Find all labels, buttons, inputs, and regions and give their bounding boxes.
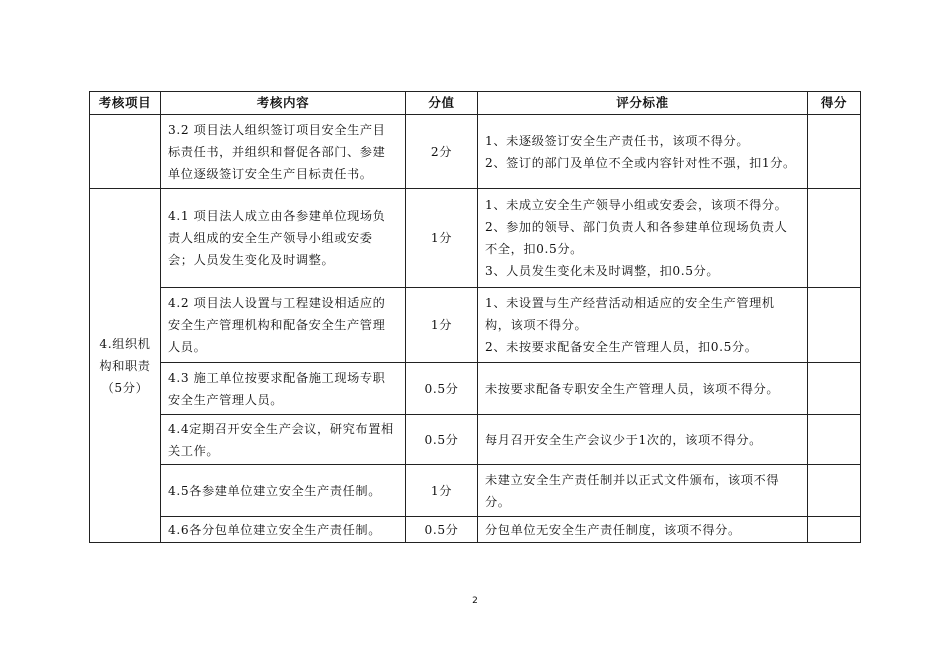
criteria-line: 2、签订的部门及单位不全或内容针对性不强，扣1分。 — [485, 155, 796, 170]
content-cell: 3.2 项目法人组织签订项目安全生产目标责任书，并组织和督促各部门、参建单位逐级签订安全生产目标责任书。 — [161, 115, 406, 189]
criteria-line: 2、未按要求配备安全生产管理人员，扣0.5分。 — [485, 340, 758, 354]
criteria-line: 1、未设置与生产经营活动相适应的安全生产管理机构，该项不得分。 — [485, 296, 775, 332]
criteria-cell — [478, 415, 808, 465]
criteria-line: 未建立安全生产责任制并以正式文件颁布，该项不得分。 — [485, 472, 780, 509]
header-criteria: 评分标准 — [478, 92, 808, 115]
criteria-line: 1、未成立安全生产领导小组或安委会，该项不得分。 — [485, 198, 788, 212]
content-cell: 4.1 项目法人成立由各参建单位现场负责人组成的安全生产领导小组或安委会；人员发生变化及时调整。 — [161, 189, 406, 288]
criteria-line: 2、参加的领导、部门负责人和各参建单位现场负责人不全，扣0.5分。 — [485, 220, 788, 256]
score-cell: 0.5分 — [406, 363, 478, 415]
result-cell — [808, 115, 861, 189]
score-cell: 1分 — [406, 189, 478, 288]
table-row — [90, 288, 861, 363]
criteria-line: 1、未逐级签订安全生产责任书，该项不得分。 — [485, 133, 750, 148]
header-content: 考核内容 — [161, 92, 406, 115]
criteria-cell — [478, 189, 808, 288]
content-cell: 4.6各分包单位建立安全生产责任制。 — [161, 517, 406, 543]
score-cell: 2分 — [406, 115, 478, 189]
score-cell: 0.5分 — [406, 517, 478, 543]
score-cell: 1分 — [406, 465, 478, 517]
score-cell: 0.5分 — [406, 415, 478, 465]
criteria-line: 3、人员发生变化未及时调整，扣0.5分。 — [485, 264, 720, 278]
item-group-cell: 4.组织机构和职责（5分） — [90, 189, 161, 543]
assessment-table — [89, 91, 861, 543]
header-result: 得分 — [808, 92, 861, 115]
content-cell: 4.5各参建单位建立安全生产责任制。 — [161, 465, 406, 517]
table-row — [90, 415, 861, 465]
header-row — [90, 92, 861, 115]
content-cell: 4.3 施工单位按要求配备施工现场专职安全生产管理人员。 — [161, 363, 406, 415]
result-cell — [808, 465, 861, 517]
score-cell: 1分 — [406, 288, 478, 363]
result-cell — [808, 288, 861, 363]
content-cell: 4.4定期召开安全生产会议，研究布置相关工作。 — [161, 415, 406, 465]
result-cell — [808, 415, 861, 465]
table-row — [90, 363, 861, 415]
criteria-cell — [478, 465, 808, 517]
header-item: 考核项目 — [90, 92, 161, 115]
header-score: 分值 — [406, 92, 478, 115]
criteria-cell — [478, 363, 808, 415]
page-number: 2 — [472, 596, 478, 606]
table-row — [90, 465, 861, 517]
criteria-cell — [478, 517, 808, 543]
result-cell — [808, 189, 861, 288]
table-row — [90, 189, 861, 288]
item-cell — [90, 115, 161, 189]
criteria-line: 每月召开安全生产会议少于1次的，该项不得分。 — [485, 432, 762, 447]
table-row — [90, 115, 861, 189]
criteria-line: 未按要求配备专职安全生产管理人员，该项不得分。 — [485, 381, 780, 396]
result-cell — [808, 517, 861, 543]
criteria-cell — [478, 288, 808, 363]
criteria-line: 分包单位无安全生产责任制度，该项不得分。 — [485, 522, 741, 537]
content-cell: 4.2 项目法人设置与工程建设相适应的安全生产管理机构和配备安全生产管理人员。 — [161, 288, 406, 363]
table-row — [90, 517, 861, 543]
criteria-cell — [478, 115, 808, 189]
result-cell — [808, 363, 861, 415]
